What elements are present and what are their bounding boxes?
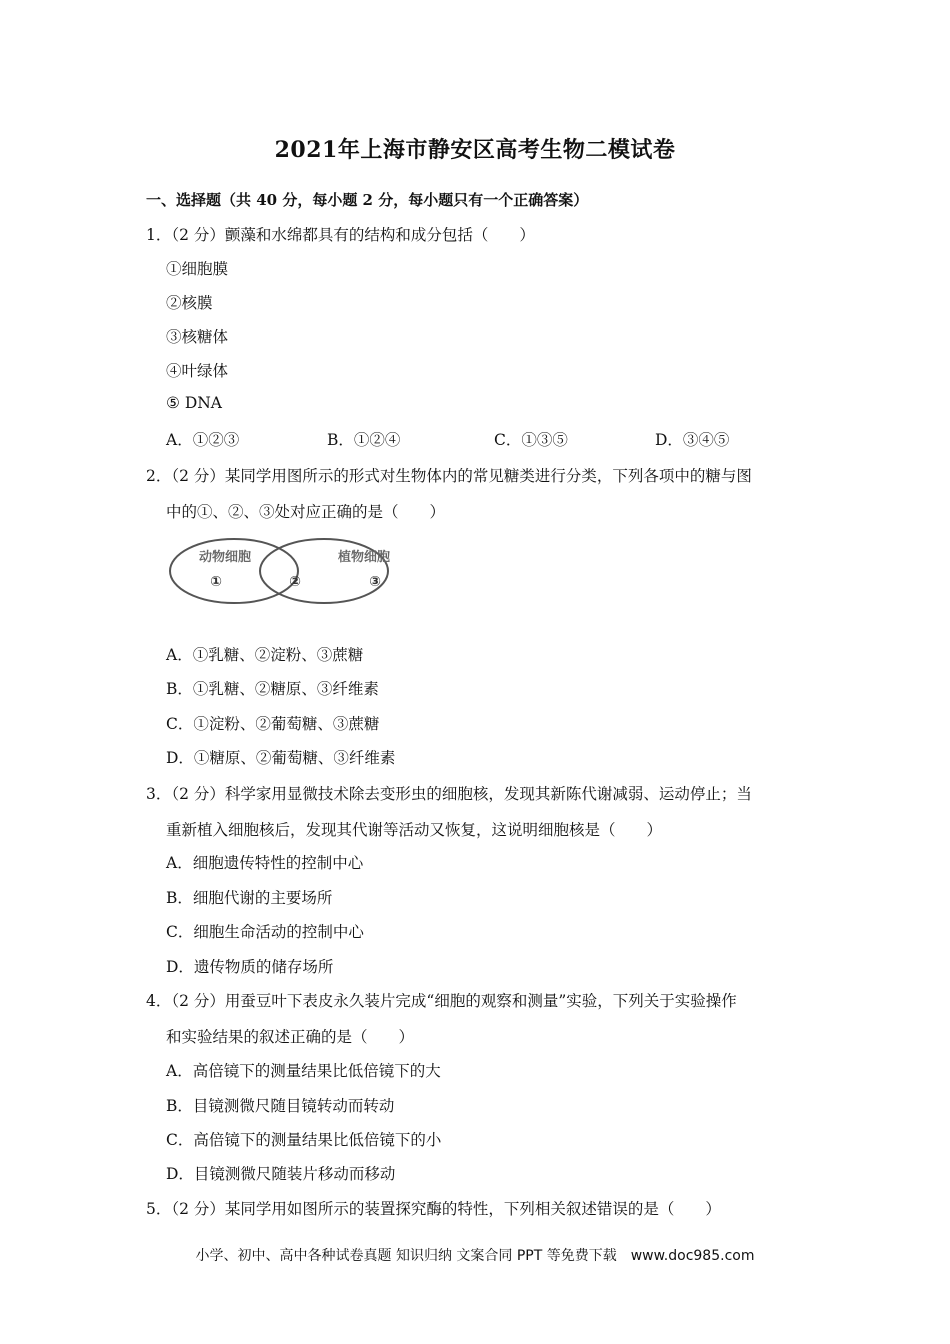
question-3-option-b: B．细胞代谢的主要场所 [166, 889, 333, 907]
question-2-option-b: B．①乳糖、②糖原、③纤维素 [166, 680, 379, 698]
question-1-item: ①细胞膜 [166, 260, 229, 278]
question-2-option-d: D．①糖原、②葡萄糖、③纤维素 [166, 749, 396, 767]
question-1-item: ②核膜 [166, 294, 213, 312]
plant-cell-ellipse [260, 539, 391, 603]
region-marker-1: ① [210, 574, 222, 590]
question-4-option-b: B．目镜测微尺随目镜转动而转动 [166, 1097, 395, 1115]
question-1-item: ③核糖体 [166, 328, 229, 346]
question-4-option-a: A．高倍镜下的测量结果比低倍镜下的大 [166, 1062, 441, 1080]
page-footer: 小学、初中、高中各种试卷真题 知识归纳 文案合同 PPT 等免费下载 www.doc985.com [195, 1248, 755, 1264]
question-1-option-c: C．①③⑤ [494, 431, 568, 449]
question-1-stem: 1．（2 分）颤藻和水绵都具有的结构和成分包括（ ） [146, 226, 535, 244]
question-3-stem-line-1: 3．（2 分）科学家用显微技术除去变形虫的细胞核，发现其新陈代谢减弱、运动停止；当 [146, 785, 752, 803]
question-4-option-c: C．高倍镜下的测量结果比低倍镜下的小 [166, 1131, 442, 1149]
question-1-item: ④叶绿体 [166, 362, 229, 380]
venn-diagram [164, 536, 414, 608]
section-heading: 一、选择题（共 40 分，每小题 2 分，每小题只有一个正确答案） [146, 191, 589, 209]
question-1-item: ⑤ DNA [166, 394, 223, 412]
page-title: 2021年上海市静安区高考生物二模试卷 [274, 137, 676, 163]
region-marker-3: ③ [369, 574, 381, 590]
question-4-option-d: D．目镜测微尺随装片移动而移动 [166, 1165, 396, 1183]
question-4-stem-line-2: 和实验结果的叙述正确的是（ ） [166, 1028, 415, 1046]
question-1-option-a: A．①②③ [166, 431, 240, 449]
question-1-option-d: D．③④⑤ [655, 431, 730, 449]
plant-cell-label: 植物细胞 [337, 550, 391, 565]
question-2-stem-line-1: 2．（2 分）某同学用图所示的形式对生物体内的常见糖类进行分类，下列各项中的糖与图 [146, 467, 752, 485]
animal-cell-label: 动物细胞 [198, 550, 252, 565]
question-5-stem: 5．（2 分）某同学用如图所示的装置探究酶的特性，下列相关叙述错误的是（ ） [146, 1200, 721, 1218]
question-1-option-b: B．①②④ [327, 431, 401, 449]
question-2-option-a: A．①乳糖、②淀粉、③蔗糖 [166, 646, 364, 664]
question-3-option-a: A．细胞遗传特性的控制中心 [166, 854, 364, 872]
question-3-stem-line-2: 重新植入细胞核后，发现其代谢等活动又恢复，这说明细胞核是（ ） [166, 821, 663, 839]
question-3-option-c: C．细胞生命活动的控制中心 [166, 923, 364, 941]
question-2-option-c: C．①淀粉、②葡萄糖、③蔗糖 [166, 715, 380, 733]
question-2-stem-line-2: 中的①、②、③处对应正确的是（ ） [166, 503, 446, 521]
question-4-stem-line-1: 4．（2 分）用蚕豆叶下表皮永久装片完成“细胞的观察和测量”实验，下列关于实验操作 [146, 992, 737, 1010]
question-3-option-d: D．遗传物质的储存场所 [166, 958, 334, 976]
region-marker-2: ② [289, 574, 301, 590]
